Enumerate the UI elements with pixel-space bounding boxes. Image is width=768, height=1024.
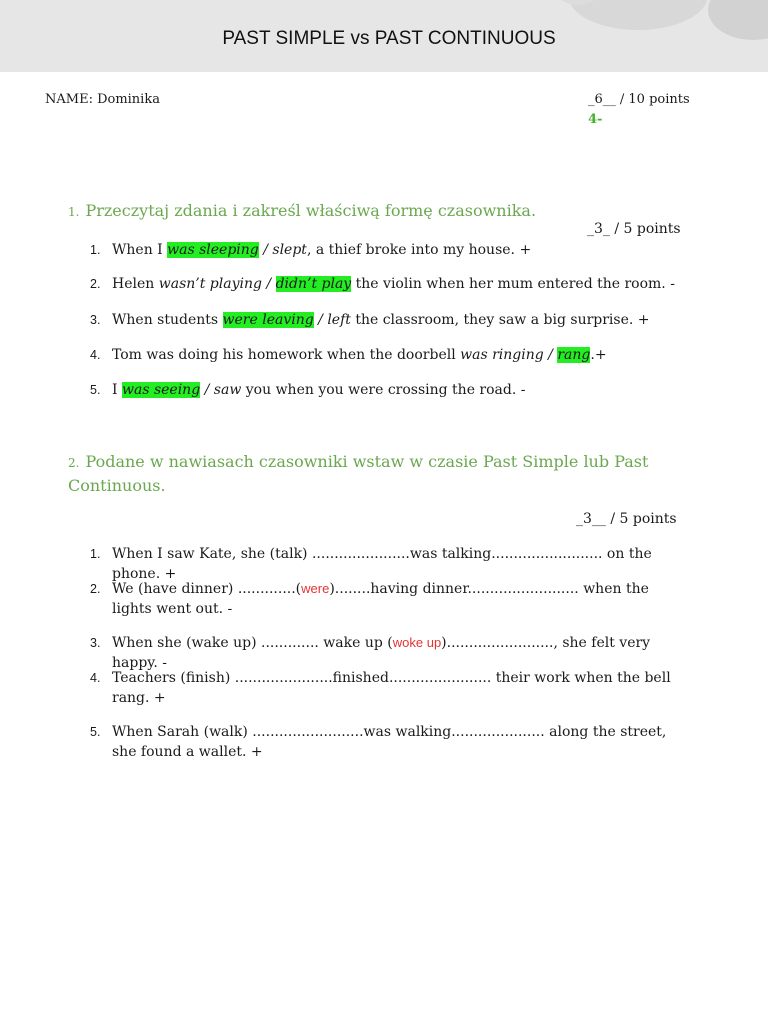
option-highlighted: didn’t play xyxy=(275,276,352,292)
section-2-heading xyxy=(68,450,648,475)
teacher-correction: woke up xyxy=(392,635,442,650)
grade-mark: 4- xyxy=(588,112,603,127)
item-number: 4. xyxy=(90,671,101,685)
item-text: When I saw Kate, she (talk) ......................was talking......................... on the phone. + xyxy=(112,546,652,582)
option: was ringing xyxy=(460,347,544,363)
option-highlighted: was sleeping xyxy=(167,242,259,258)
total-score: _6__ / 10 points xyxy=(588,92,690,107)
item-number: 3. xyxy=(90,636,101,650)
option-highlighted: was seeing xyxy=(121,382,201,398)
option-highlighted: rang xyxy=(557,347,591,363)
section-1-points: _3_ / 5 points xyxy=(587,221,681,237)
item-number: 1. xyxy=(90,243,101,257)
section-2-title-line2: Continuous. xyxy=(68,476,166,495)
option: slept xyxy=(272,242,307,258)
item-number: 2. xyxy=(90,582,101,596)
item-text: We (have dinner) .............(were)........having dinner......................... when the lights went out. - xyxy=(112,581,649,617)
item-number: 5. xyxy=(90,725,101,739)
section-1-number: 1. xyxy=(68,205,80,219)
teacher-correction: were xyxy=(301,581,330,596)
item-text: When she (wake up) ............. wake up (woke up)........................, she felt very happy. - xyxy=(112,635,651,671)
item-number: 1. xyxy=(90,547,101,561)
section-1-title: Przeczytaj zdania i zakreśl właściwą formę czasownika. xyxy=(85,201,537,220)
header-decoration xyxy=(568,0,708,30)
section-2-title-line1: Podane w nawiasach czasowniki wstaw w czasie Past Simple lub Past xyxy=(85,452,649,471)
student-name: NAME: Dominika xyxy=(45,92,160,107)
section-2-number: 2. xyxy=(68,456,80,470)
page-title: PAST SIMPLE vs PAST CONTINUOUS xyxy=(222,28,556,49)
option: saw xyxy=(213,382,242,398)
option: wasn’t playing xyxy=(158,276,262,292)
item-text: Teachers (finish) ......................finished....................... their work when the bell rang. + xyxy=(112,670,671,706)
option: left xyxy=(327,312,351,328)
item-number: 5. xyxy=(90,383,101,397)
item-number: 4. xyxy=(90,348,101,362)
section-1-heading xyxy=(68,199,536,224)
item-number: 3. xyxy=(90,313,101,327)
item-text: When Sarah (walk) .........................was walking..................... along the street, she found a wallet. + xyxy=(112,724,667,760)
section-2-points: _3__ / 5 points xyxy=(576,511,677,527)
item-number: 2. xyxy=(90,277,101,291)
option-highlighted: were leaving xyxy=(222,312,314,328)
